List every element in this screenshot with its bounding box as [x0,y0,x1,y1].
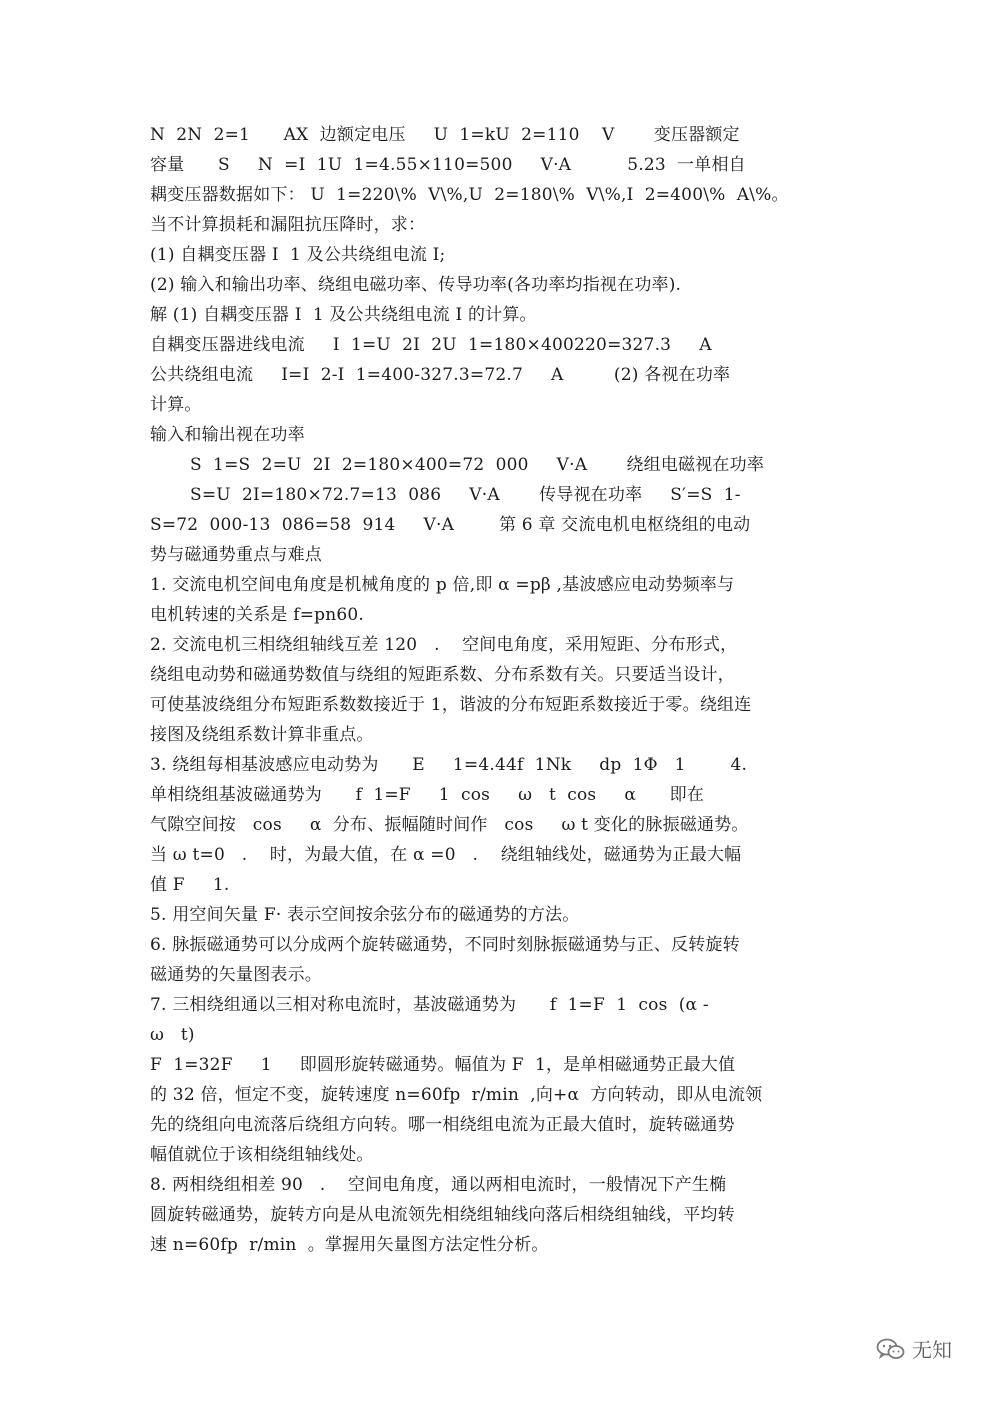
watermark-label: 无知 [912,1338,952,1362]
document-body [150,120,850,1260]
text-line: 1. 交流电机空间电角度是机械角度的 p 倍,即 α =pβ ,基波感应电动势频率与 [150,575,735,595]
text-line: 5. 用空间矢量 F· 表示空间按余弦分布的磁通势的方法。 [150,905,580,925]
text-line: 2. 交流电机三相绕组轴线互差 120 . 空间电角度，采用短距、分布形式， [150,635,738,655]
text-line: 可使基波绕组分布短距系数数接近于 1，谐波的分布短距系数接近于零。绕组连 [150,695,752,715]
text-line: 解 (1) 自耦变压器 I 1 及公共绕组电流 I 的计算。 [150,305,537,325]
text-line: 磁通势的矢量图表示。 [150,965,322,985]
text-line: 6. 脉振磁通势可以分成两个旋转磁通势，不同时刻脉振磁通势与正、反转旋转 [150,935,740,955]
text-line: 3. 绕组每相基波感应电动势为 E 1=4.44f 1Nk dp 1Φ 1 4. [150,755,748,775]
text-line: 当不计算损耗和漏阻抗压降时，求： [150,215,426,235]
text-line: 输入和输出视在功率 [150,425,305,445]
text-line: 接图及绕组系数计算非重点。 [150,725,374,745]
text-line: 自耦变压器进线电流 I 1=U 2I 2U 1=180×400220=327.3 A [150,335,712,355]
text-line: 容量 S N =I 1U 1=4.55×110=500 V·A 5.23 一单相自 [150,155,746,175]
text-line: (2) 输入和输出功率、绕组电磁功率、传导功率(各功率均指视在功率). [150,275,682,295]
text-line: ω t) [150,1025,195,1045]
text-line: 的 32 倍，恒定不变，旋转速度 n=60fp r/min ,向+α 方向转动，即从电流领 [150,1085,763,1105]
text-line: S=72 000-13 086=58 914 V·A 第 6 章 交流电机电枢绕组的电动 [150,515,751,535]
watermark [876,1334,952,1363]
text-line: 单相绕组基波磁通势为 f 1=F 1 cos ω t cos α 即在 [150,785,705,805]
text-line: 速 n=60fp r/min 。掌握用矢量图方法定性分析。 [150,1235,549,1255]
text-line: 气隙空间按 cos α 分布、振幅随时间作 cos ω t 变化的脉振磁通势。 [150,815,749,835]
text-line: 电机转速的关系是 f=pn60. [150,605,365,625]
text-line: N 2N 2=1 AX 边额定电压 U 1=kU 2=110 V 变压器额定 [150,125,740,145]
text-line: 7. 三相绕组通以三相对称电流时，基波磁通势为 f 1=F 1 cos (α - [150,995,709,1015]
text-line: 绕组电动势和磁通势数值与绕组的短距系数、分布系数有关。只要适当设计， [150,665,735,685]
text-line: (1) 自耦变压器 I 1 及公共绕组电流 I; [150,245,446,265]
text-line: 当 ω t=0 . 时，为最大值，在 α =0 . 绕组轴线处，磁通势为正最大幅 [150,845,742,865]
text-line: 耦变压器数据如下： U 1=220\% V\%,U 2=180\% V\%,I 2=400\% A\%。 [150,185,789,205]
text-line: 圆旋转磁通势，旋转方向是从电流领先相绕组轴线向落后相绕组轴线，平均转 [150,1205,735,1225]
text-line: 先的绕组向电流落后绕组方向转。哪一相绕组电流为正最大值时，旋转磁通势 [150,1115,735,1135]
text-line: S=U 2I=180×72.7=13 086 V·A 传导视在功率 S′=S 1- [190,485,741,505]
text-line: 值 F 1. [150,875,230,895]
text-line: 公共绕组电流 I=I 2-I 1=400-327.3=72.7 A (2) 各视在功率 [150,365,731,385]
wechat-icon [876,1337,906,1361]
text-line: F 1=32F 1 即圆形旋转磁通势。幅值为 F 1，是单相磁通势正最大值 [150,1055,736,1075]
text-line: 8. 两相绕组相差 90 . 空间电角度，通以两相电流时，一般情况下产生椭 [150,1175,727,1195]
text-line: 幅值就位于该相绕组轴线处。 [150,1145,374,1165]
text-line: S 1=S 2=U 2I 2=180×400=72 000 V·A 绕组电磁视在功率 [190,455,765,475]
text-line: 势与磁通势重点与难点 [150,545,322,565]
text-line: 计算。 [150,395,202,415]
